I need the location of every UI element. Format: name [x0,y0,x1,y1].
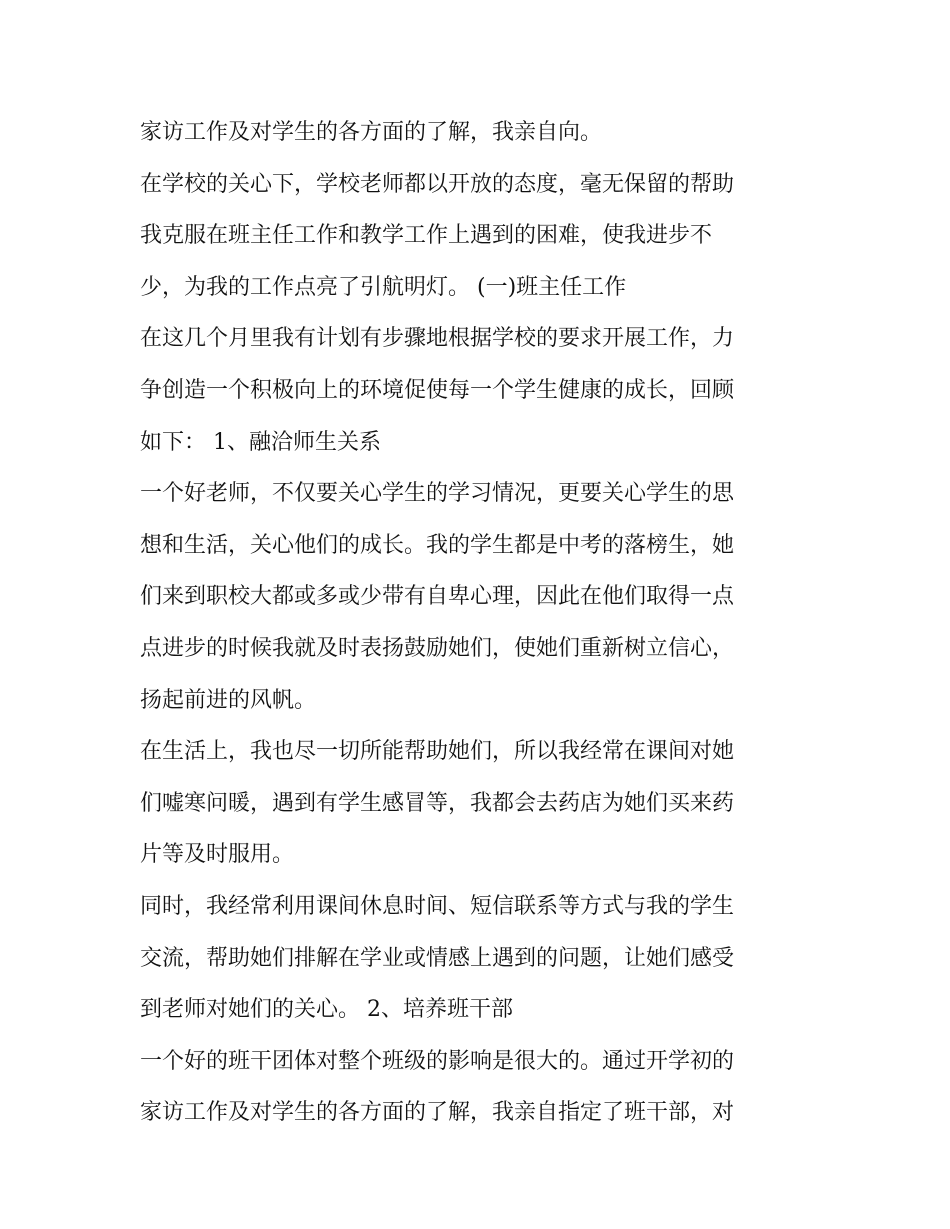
text-line-17: 交流，帮助她们排解在学业或情感上遇到的问题，让她们感受 [140,945,735,971]
text-line-14: 们嘘寒问暖，遇到有学生感冒等，我都会去药店为她们买来药 [140,790,735,816]
body-text [140,107,820,1139]
text-line-2: 在学校的关心下，学校老师都以开放的态度，毫无保留的帮助 [140,171,735,197]
text-line-20: 家访工作及对学生的各方面的了解，我亲自指定了班干部，对 [140,1100,735,1126]
text-line-16: 同时，我经常利用课间休息时间、短信联系等方式与我的学生 [140,893,735,919]
text-line-10: 们来到职校大都或多或少带有自卑心理，因此在他们取得一点 [140,584,735,610]
text-line-13: 在生活上，我也尽一切所能帮助她们，所以我经常在课间对她 [140,739,735,765]
text-line-1: 家访工作及对学生的各方面的了解，我亲自向。 [140,120,603,145]
text-line-8: 一个好老师，不仅要关心学生的学习情况，更要关心学生的思 [140,481,735,507]
text-line-6: 争创造一个积极向上的环境促使每一个学生健康的成长，回顾 [140,377,735,403]
text-line-4: 少，为我的工作点亮了引航明灯。 (一)班主任工作 [140,274,627,300]
text-line-12: 扬起前进的风帆。 [140,687,317,713]
text-line-5: 在这几个月里我有计划有步骤地根据学校的要求开展工作，力 [140,326,735,352]
text-line-9: 想和生活，关心他们的成长。我的学生都是中考的落榜生，她 [140,532,735,558]
text-line-11: 点进步的时候我就及时表扬鼓励她们，使她们重新树立信心， [140,635,735,661]
text-line-3: 我克服在班主任工作和教学工作上遇到的困难，使我进步不 [140,223,713,249]
text-line-18: 到老师对她们的关心。 2、培养班干部 [140,997,513,1023]
text-line-15: 片等及时服用。 [140,842,295,868]
text-line-19: 一个好的班干团体对整个班级的影响是很大的。通过开学初的 [140,1048,735,1074]
text-line-7: 如下： 1、融洽师生关系 [140,429,381,455]
